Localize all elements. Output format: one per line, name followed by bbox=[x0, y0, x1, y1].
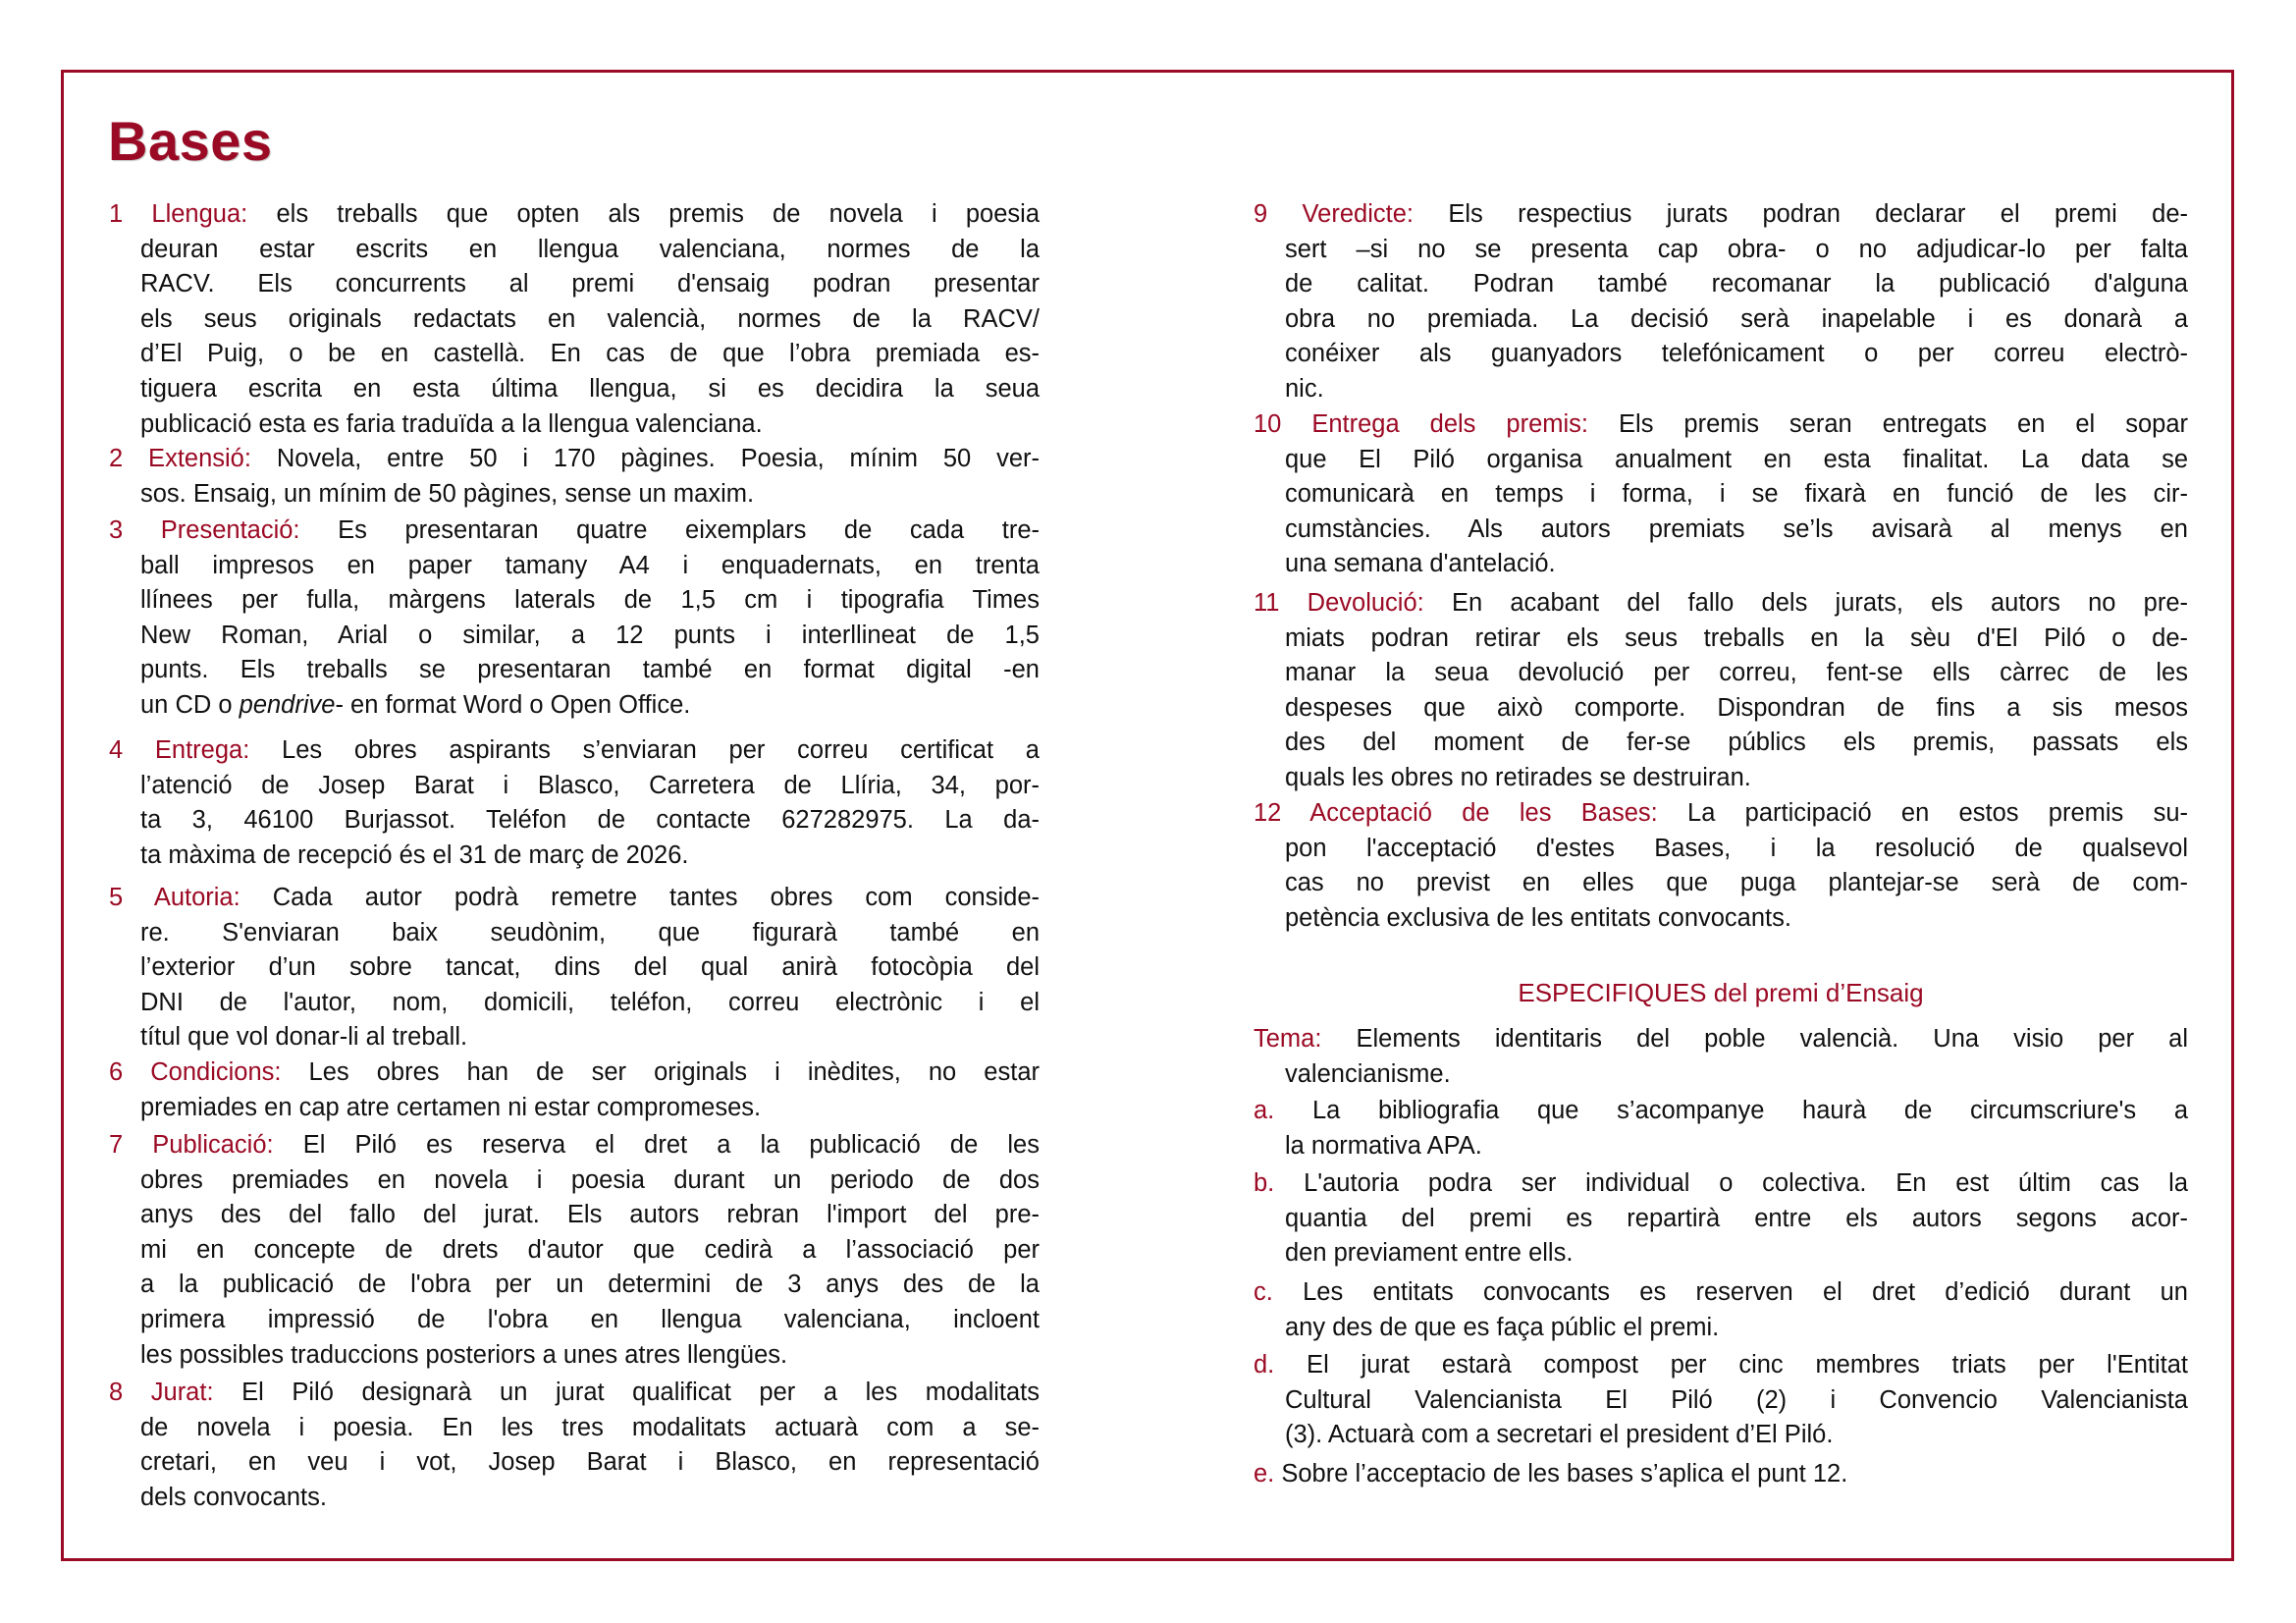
clause-line bbox=[1254, 1311, 2188, 1346]
clause-text: El Piló designarà un jurat qualificat per a les modalitats bbox=[213, 1379, 1040, 1406]
clause-line bbox=[109, 1445, 1040, 1481]
clause-text: punts. Els treballs se presentaran també en format digital -en bbox=[140, 656, 1040, 684]
clause-text: Cultural Valencianista El Piló (2) i Convencio Valencianista bbox=[1285, 1385, 2188, 1414]
clause-text: ta 3, 46100 Burjassot. Teléfon de contacte 627282975. La da- bbox=[140, 806, 1040, 835]
clause-text: de calitat. Podran també recomanar la publicació d'alguna bbox=[1285, 270, 2188, 298]
clause-tema bbox=[1254, 1022, 2188, 1092]
clause-line bbox=[109, 950, 1040, 986]
clause-6-condicions bbox=[109, 1055, 1040, 1125]
clause-line bbox=[109, 583, 1040, 619]
clause-text: re. S'enviaran baix seudònim, que figurarà també en bbox=[140, 918, 1040, 947]
clause-label: c. bbox=[1254, 1278, 1273, 1306]
clause-line bbox=[109, 1411, 1040, 1446]
clause-first-line bbox=[109, 1055, 1040, 1091]
clause-line bbox=[1254, 1129, 2188, 1164]
clause-first-line bbox=[1254, 1166, 2188, 1202]
clause-text: La bibliografia que s’acompanye haurà de circumscriure's a bbox=[1274, 1097, 2188, 1124]
clause-line bbox=[1254, 656, 2188, 691]
clause-line bbox=[1254, 832, 2188, 867]
clause-text: DNI de l'autor, nom, domicili, teléfon, correu electrònic i el bbox=[140, 988, 1040, 1016]
clause-line bbox=[1254, 337, 2188, 372]
clause-line bbox=[109, 1481, 1040, 1516]
clause-line bbox=[1254, 233, 2188, 268]
clause-text: den previament entre ells. bbox=[1285, 1239, 1574, 1268]
clause-label: 2 Extensió: bbox=[109, 445, 251, 472]
clause-first-line bbox=[109, 514, 1040, 549]
clause-line bbox=[1254, 477, 2188, 513]
clause-line bbox=[1254, 866, 2188, 901]
clause-text: Els premis seran entregats en el sopar bbox=[1588, 410, 2188, 438]
clause-text: pon l'acceptació d'estes Bases, i la resolució de qualsevol bbox=[1285, 834, 2188, 862]
clause-line bbox=[109, 1268, 1040, 1303]
clause-4-entrega bbox=[109, 733, 1040, 873]
clause-label: b. bbox=[1254, 1169, 1275, 1197]
clause-text: publicació esta es faria traduïda a la llengua valenciana. bbox=[140, 409, 763, 438]
clause-first-line bbox=[1254, 796, 2188, 832]
clause-7-publicacio bbox=[109, 1128, 1040, 1373]
clause-9-veredicte bbox=[1254, 197, 2188, 407]
clause-line bbox=[109, 769, 1040, 804]
clause-text: RACV. Els concurrents al premi d'ensaig podran presentar bbox=[140, 270, 1040, 298]
clause-text: a la publicació de l'obra per un determini de 3 anys des de la bbox=[140, 1271, 1040, 1299]
clause-line bbox=[1254, 267, 2188, 302]
clause-line bbox=[109, 916, 1040, 951]
clause-first-line bbox=[1254, 1457, 2188, 1492]
clause-b bbox=[1254, 1166, 2188, 1271]
clause-label: Tema: bbox=[1254, 1025, 1322, 1053]
italic-term: pendrive bbox=[239, 690, 336, 719]
clause-text: la normativa APA. bbox=[1285, 1131, 1482, 1160]
clause-text: (3). Actuarà com a secretari el president d’El Piló. bbox=[1285, 1421, 1834, 1449]
clause-first-line bbox=[109, 733, 1040, 769]
clause-text: cumstàncies. Als autors premiats se’ls avisarà al menys en bbox=[1285, 514, 2188, 543]
clause-first-line bbox=[109, 1128, 1040, 1163]
clause-label: 11 Devolució: bbox=[1254, 589, 1424, 617]
clause-label: 12 Acceptació de les Bases: bbox=[1254, 799, 1658, 827]
clause-line bbox=[109, 986, 1040, 1021]
clause-line bbox=[1254, 761, 2188, 796]
clause-text: Sobre l’acceptacio de les bases s’aplica el punt 12. bbox=[1274, 1460, 1848, 1488]
clause-12-acceptacio-de-les-bases bbox=[1254, 796, 2188, 936]
clause-line bbox=[109, 839, 1040, 874]
clause-line bbox=[109, 619, 1040, 654]
clause-text: l’exterior d’un sobre tancat, dins del qual anirà fotocòpia del bbox=[140, 953, 1040, 982]
clause-line bbox=[109, 233, 1040, 268]
clause-text: els treballs que opten als premis de novela i poesia bbox=[247, 200, 1041, 228]
clause-text: una semana d'antelació. bbox=[1285, 550, 1556, 578]
clause-line bbox=[109, 803, 1040, 839]
clause-line bbox=[109, 1198, 1040, 1233]
clause-line bbox=[109, 407, 1040, 443]
clause-label: 3 Presentació: bbox=[109, 516, 300, 544]
clause-line bbox=[1254, 901, 2188, 937]
clause-text: conéixer als guanyadors telefónicament o per correu electrò- bbox=[1285, 340, 2188, 368]
clause-text: que El Piló organisa anualment en esta finalitat. La data se bbox=[1285, 445, 2188, 473]
clause-line bbox=[109, 1338, 1040, 1374]
clause-10-entrega-dels-premis bbox=[1254, 407, 2188, 582]
clause-text: mi en concepte de drets d'autor que cedirà a l’associació per bbox=[140, 1235, 1040, 1264]
clause-first-line bbox=[1254, 1022, 2188, 1057]
clause-line bbox=[1254, 726, 2188, 761]
specifics-heading: ESPECIFIQUES del premi d’Ensaig bbox=[1518, 978, 1924, 1007]
clause-line bbox=[109, 1303, 1040, 1338]
clause-label: a. bbox=[1254, 1097, 1275, 1124]
clause-first-line bbox=[109, 881, 1040, 916]
clause-text: petència exclusiva de les entitats convocants. bbox=[1285, 903, 1791, 932]
clause-line bbox=[109, 688, 1040, 724]
clause-2-extensio bbox=[109, 442, 1040, 512]
clause-first-line bbox=[109, 442, 1040, 477]
clause-text: despeses que això comporte. Dispondran de fins a sis mesos bbox=[1285, 693, 2188, 722]
clause-text: manar la seua devolució per correu, fent-se ells càrrec de les bbox=[1285, 659, 2188, 687]
clause-text: premiades en cap atre certamen ni estar compromeses. bbox=[140, 1093, 762, 1121]
clause-text: L'autoria podra ser individual o colectiva. En est últim cas la bbox=[1274, 1169, 2188, 1197]
clause-text: Les obres aspirants s’enviaran per correu certificat a bbox=[249, 736, 1040, 764]
clause-1-llengua bbox=[109, 197, 1040, 442]
clause-line bbox=[1254, 1418, 2188, 1453]
clause-line bbox=[1254, 443, 2188, 478]
clause-text: Les entitats convocants es reserven el dret d’edició durant un bbox=[1272, 1278, 2188, 1306]
clause-text: des del moment de fer-se públics els premis, passats els bbox=[1285, 729, 2188, 757]
clause-d bbox=[1254, 1348, 2188, 1453]
page-title: Bases bbox=[108, 110, 273, 172]
clause-a bbox=[1254, 1094, 2188, 1163]
clause-text: sert –si no se presenta cap obra- o no adjudicar-lo per falta bbox=[1285, 235, 2188, 263]
clause-text: La participació en estos premis su- bbox=[1657, 799, 2188, 827]
clause-text: New Roman, Arial o similar, a 12 punts i interllineat de 1,5 bbox=[140, 621, 1040, 649]
clause-label: d. bbox=[1254, 1351, 1275, 1379]
clause-text: deuran estar escrits en llengua valenciana, normes de la bbox=[140, 235, 1040, 263]
clause-text: tiguera escrita en esta última llengua, si es decidira la seua bbox=[140, 374, 1040, 403]
clause-text: comunicarà en temps i forma, i se fixarà en funció de les cir- bbox=[1285, 480, 2188, 509]
clause-line bbox=[1254, 1236, 2188, 1271]
clause-e bbox=[1254, 1457, 2188, 1492]
clause-text: sos. Ensaig, un mínim de 50 pàgines, sense un maxim. bbox=[140, 479, 755, 508]
clause-line bbox=[1254, 1202, 2188, 1237]
clause-label: 10 Entrega dels premis: bbox=[1254, 410, 1589, 438]
clause-label: 4 Entrega: bbox=[109, 736, 250, 764]
clause-text: El Piló es reserva el dret a la publicació de les bbox=[273, 1131, 1040, 1159]
clause-text: títul que vol donar-li al treball. bbox=[140, 1023, 468, 1052]
clause-label: e. bbox=[1254, 1460, 1275, 1488]
clause-line bbox=[1254, 513, 2188, 548]
clause-text: Elements identitaris del poble valencià. Una visio per al bbox=[1321, 1025, 2188, 1053]
clause-text: Es presentaran quatre eixemplars de cada tre- bbox=[299, 516, 1040, 544]
clause-label: 8 Jurat: bbox=[109, 1379, 214, 1406]
clause-text: quantia del premi es repartirà entre els autors segons acor- bbox=[1285, 1204, 2188, 1232]
clause-11-devolucio bbox=[1254, 586, 2188, 796]
clause-text: En acabant del fallo dels jurats, els autors no pre- bbox=[1423, 589, 2188, 617]
clause-text: ta màxima de recepció és el 31 de març de 2026. bbox=[140, 840, 689, 869]
clause-first-line bbox=[109, 1376, 1040, 1411]
clause-text: Les obres han de ser originals i inèdites, no estar bbox=[281, 1058, 1040, 1086]
clause-text: any des de que es faça públic el premi. bbox=[1285, 1313, 1720, 1341]
clause-label: 5 Autoria: bbox=[109, 884, 240, 911]
clause-line bbox=[109, 653, 1040, 688]
clause-text: cretari, en veu i vot, Josep Barat i Blasco, en representació bbox=[140, 1448, 1040, 1477]
clause-text: El jurat estarà compost per cinc membres triats per l'Entitat bbox=[1274, 1351, 2188, 1379]
clause-first-line bbox=[1254, 586, 2188, 622]
clause-line bbox=[109, 372, 1040, 407]
clause-text: llínees per fulla, màrgens laterals de 1,5 cm i tipografia Times bbox=[140, 586, 1040, 615]
clause-text: obres premiades en novela i poesia durant un periodo de dos bbox=[140, 1165, 1040, 1194]
clause-8-jurat bbox=[109, 1376, 1040, 1515]
clause-line bbox=[1254, 622, 2188, 657]
clause-text: miats podran retirar els seus treballs en la sèu d'El Piló o de- bbox=[1285, 623, 2188, 652]
clause-text: primera impressió de l'obra en llengua valenciana, incloent bbox=[140, 1305, 1040, 1333]
clause-label: 9 Veredicte: bbox=[1254, 200, 1414, 228]
clause-line bbox=[109, 1020, 1040, 1055]
clause-text: un CD o pendrive- en format Word o Open Office. bbox=[140, 690, 691, 719]
clause-text: valencianisme. bbox=[1285, 1059, 1451, 1088]
clause-first-line bbox=[1254, 407, 2188, 443]
clause-line bbox=[1254, 1057, 2188, 1093]
clause-text: les possibles traduccions posteriors a unes atres llengües. bbox=[140, 1340, 788, 1369]
clause-line bbox=[109, 549, 1040, 584]
clause-text: ball impresos en paper tamany A4 i enquadernats, en trenta bbox=[140, 551, 1040, 579]
clause-line bbox=[109, 1163, 1040, 1199]
clause-first-line bbox=[109, 197, 1040, 233]
clause-text: Novela, entre 50 i 170 pàgines. Poesia, mínim 50 ver- bbox=[250, 445, 1040, 472]
clause-text: Cada autor podrà remetre tantes obres com conside- bbox=[240, 884, 1040, 911]
clause-text: de novela i poesia. En les tres modalitats actuarà com a se- bbox=[140, 1413, 1040, 1441]
clause-5-autoria bbox=[109, 881, 1040, 1055]
clause-line bbox=[109, 477, 1040, 513]
clause-3-presentacio bbox=[109, 514, 1040, 724]
clause-line bbox=[109, 267, 1040, 302]
clause-line bbox=[109, 337, 1040, 372]
clause-line bbox=[1254, 1383, 2188, 1419]
clause-text: Els respectius jurats podran declarar el premi de- bbox=[1413, 200, 2188, 228]
clause-first-line bbox=[1254, 1348, 2188, 1383]
clause-label: 6 Condicions: bbox=[109, 1058, 282, 1086]
clause-first-line bbox=[1254, 1094, 2188, 1129]
clause-line bbox=[109, 302, 1040, 338]
clause-text: obra no premiada. La decisió serà inapelable i es donarà a bbox=[1285, 304, 2188, 333]
clause-text: cas no previst en elles que puga plantejar-se serà de com- bbox=[1285, 869, 2188, 897]
clause-line bbox=[1254, 547, 2188, 582]
clause-text: dels convocants. bbox=[140, 1483, 327, 1511]
clause-line bbox=[1254, 302, 2188, 338]
clause-line bbox=[1254, 372, 2188, 407]
clause-text: anys des del fallo del jurat. Els autors rebran l'import del pre- bbox=[140, 1201, 1040, 1229]
clause-first-line bbox=[1254, 1275, 2188, 1311]
clause-text: d’El Puig, o be en castellà. En cas de que l’obra premiada es- bbox=[140, 340, 1040, 368]
clause-text: els seus originals redactats en valencià, normes de la RACV/ bbox=[140, 304, 1040, 333]
clause-text: l’atenció de Josep Barat i Blasco, Carretera de Llíria, 34, por- bbox=[140, 771, 1040, 799]
clause-line bbox=[109, 1091, 1040, 1126]
clause-line bbox=[1254, 691, 2188, 727]
clause-first-line bbox=[1254, 197, 2188, 233]
clause-text: nic. bbox=[1285, 374, 1324, 403]
clause-text: quals les obres no retirades se destruiran. bbox=[1285, 763, 1751, 791]
clause-label: 7 Publicació: bbox=[109, 1131, 274, 1159]
clause-label: 1 Llengua: bbox=[109, 200, 248, 228]
clause-c bbox=[1254, 1275, 2188, 1345]
clause-line bbox=[109, 1233, 1040, 1269]
